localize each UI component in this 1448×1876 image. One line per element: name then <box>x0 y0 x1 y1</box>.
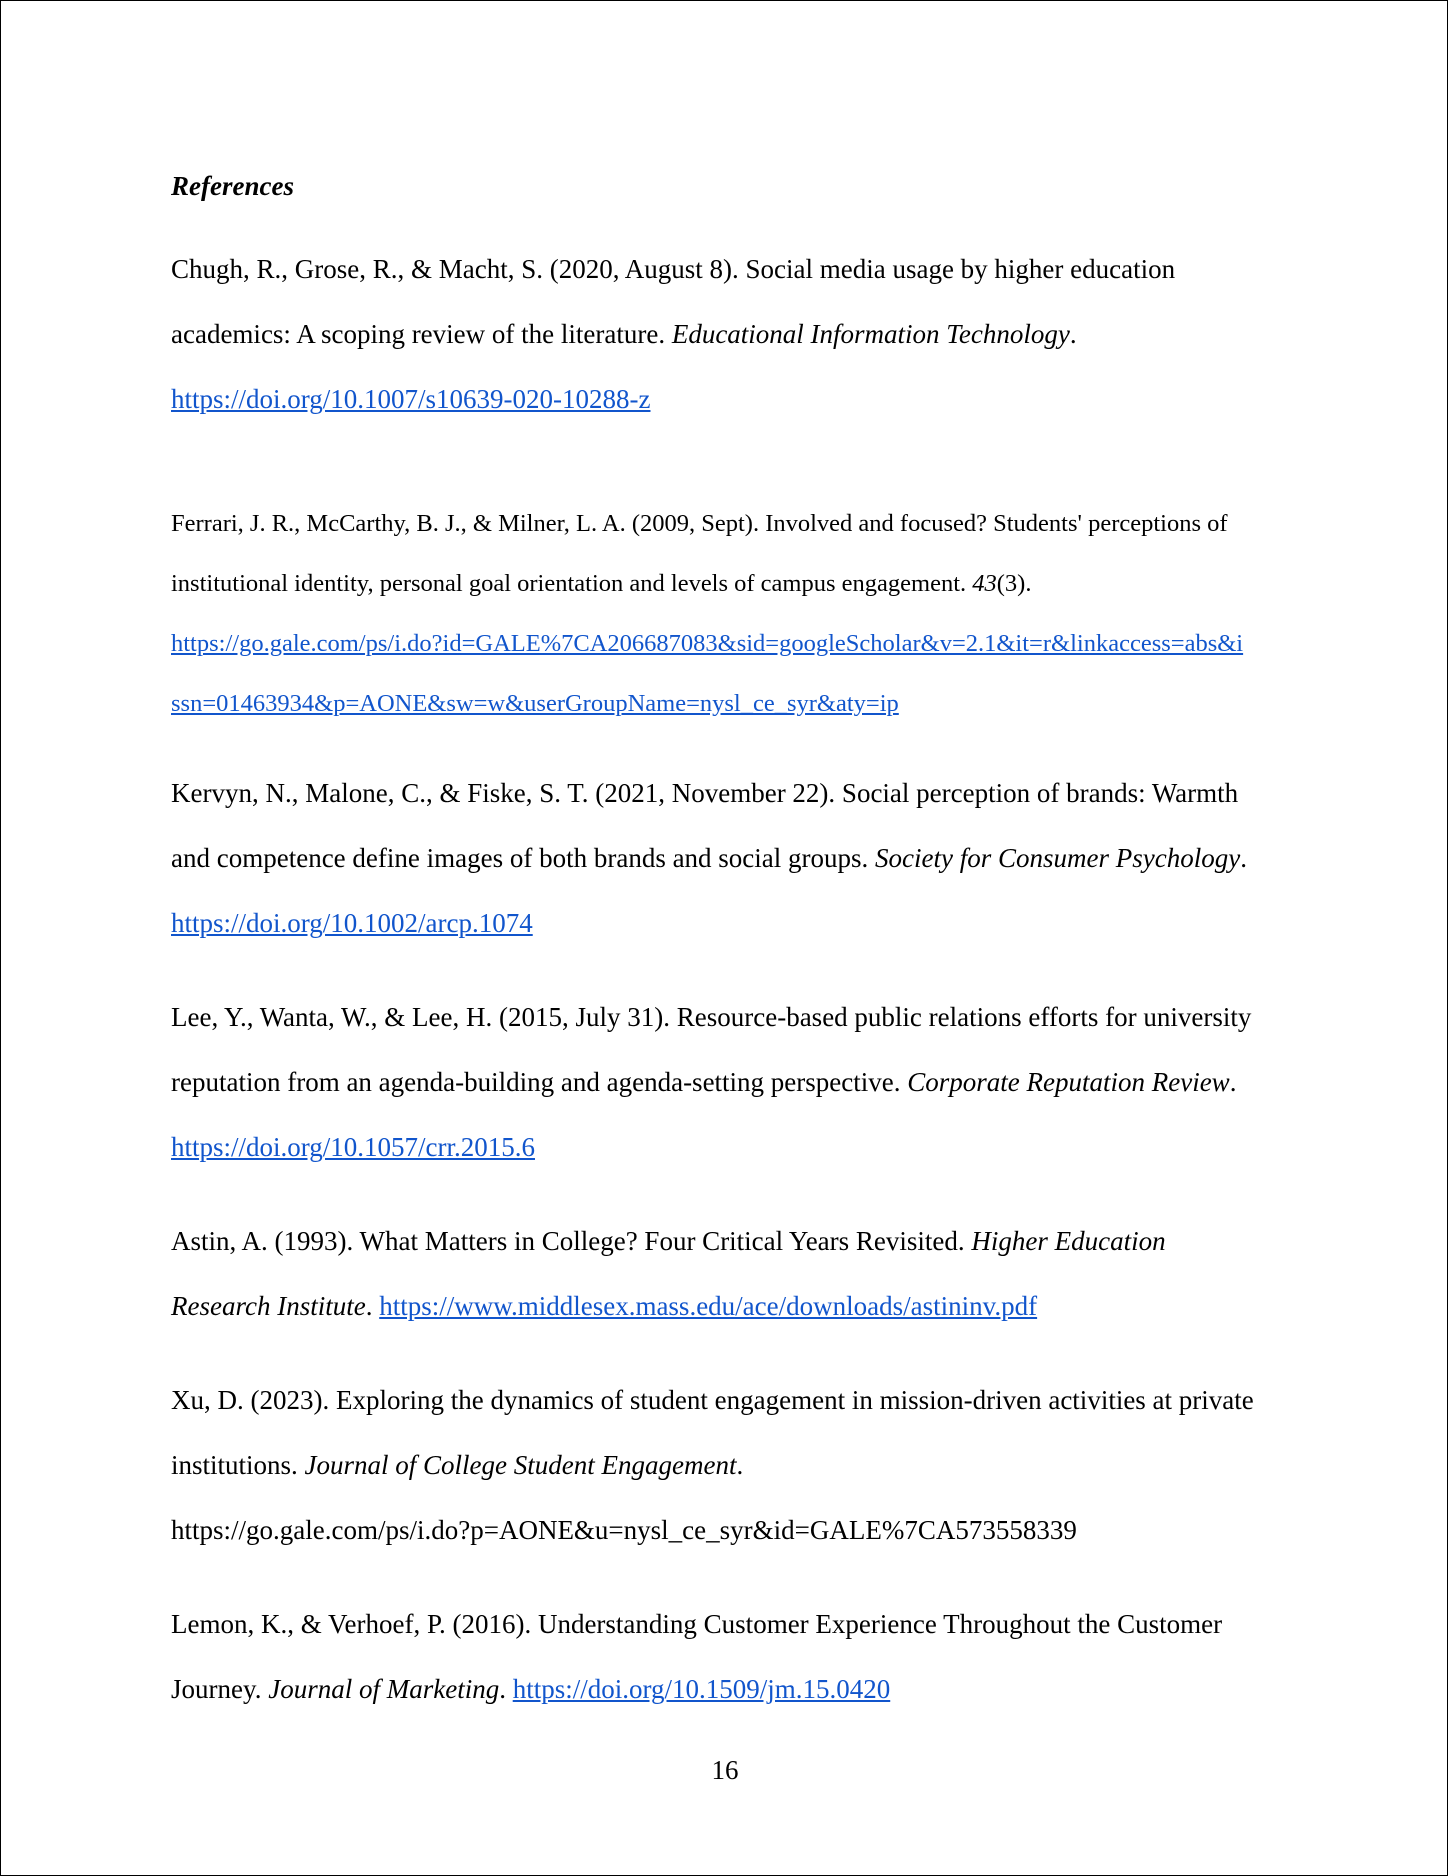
ref-lee-doi-link[interactable]: https://doi.org/10.1057/crr.2015.6 <box>171 1132 535 1162</box>
ref-chugh-authors-title: Chugh, R., Grose, R., & Macht, S. (2020, August 8). Social media usage by higher education <box>171 254 1176 284</box>
ref-xu-line-3 <box>171 1513 1077 1547</box>
ref-lemon-authors-title: Lemon, K., & Verhoef, P. (2016). Understanding Customer Experience Throughout the Customer <box>171 1609 1223 1639</box>
ref-astin-line-1 <box>171 1224 1166 1258</box>
ref-chugh-doi-link[interactable]: https://doi.org/10.1007/s10639-020-10288-z <box>171 384 651 414</box>
ref-lee-title-cont: reputation from an agenda-building and agenda-setting perspective. <box>171 1067 908 1097</box>
ref-ferrari-line-2 <box>171 567 1031 601</box>
ref-lemon-line-2 <box>171 1672 890 1706</box>
ref-xu-line-2 <box>171 1448 743 1482</box>
page-number: 16 <box>711 1755 739 1785</box>
ref-astin-line-2 <box>171 1289 1037 1323</box>
ref-xu-journal: Journal of College Student Engagement <box>304 1450 737 1480</box>
ref-chugh-journal: Educational Information Technology <box>671 319 1070 349</box>
ref-ferrari-volume: 43 <box>972 570 997 597</box>
ref-lee-line-1 <box>171 1000 1251 1034</box>
ref-kervyn-line-2 <box>171 841 1247 875</box>
ref-chugh-line-3 <box>171 382 651 416</box>
ref-ferrari-line-3 <box>171 627 1243 661</box>
ref-xu-period: . <box>736 1450 744 1480</box>
ref-ferrari-line-4 <box>171 687 899 721</box>
ref-ferrari-gale-link-part-2[interactable]: ssn=01463934&p=AONE&sw=w&userGroupName=nysl_ce_syr&aty=ip <box>171 690 899 717</box>
ref-kervyn-period: . <box>1240 843 1247 873</box>
ref-kervyn-line-1 <box>171 776 1238 810</box>
ref-astin-journal-part-1: Higher Education <box>971 1226 1166 1256</box>
ref-ferrari-title-cont: institutional identity, personal goal orientation and levels of campus engagement. <box>171 570 973 597</box>
ref-lemon-line-1 <box>171 1607 1222 1641</box>
ref-kervyn-authors-title: Kervyn, N., Malone, C., & Fiske, S. T. (2021, November 22). Social perception of brands: Warmth <box>171 778 1239 808</box>
ref-lemon-title-cont: Journey. <box>171 1674 269 1704</box>
ref-lee-period: . <box>1229 1067 1237 1097</box>
ref-kervyn-journal: Society for Consumer Psychology <box>875 843 1241 873</box>
ref-lemon-period: . <box>499 1674 513 1704</box>
ref-xu-line-1 <box>171 1383 1254 1417</box>
ref-chugh-line-2 <box>171 317 1077 351</box>
references-heading: References <box>171 171 294 201</box>
ref-astin-journal-part-2: Research Institute <box>171 1291 366 1321</box>
ref-astin-pdf-link[interactable]: https://www.middlesex.mass.edu/ace/downloads/astininv.pdf <box>379 1291 1038 1321</box>
ref-xu-url-text: https://go.gale.com/ps/i.do?p=AONE&u=nysl_ce_syr&id=GALE%7CA573558339 <box>171 1515 1077 1545</box>
ref-chugh-title-cont: academics: A scoping review of the literature. <box>171 319 672 349</box>
ref-kervyn-title-cont: and competence define images of both brands and social groups. <box>171 843 876 873</box>
ref-kervyn-line-3 <box>171 906 533 940</box>
ref-lee-line-3 <box>171 1130 535 1164</box>
ref-ferrari-issue: (3). <box>996 570 1032 597</box>
ref-lemon-doi-link[interactable]: https://doi.org/10.1509/jm.15.0420 <box>512 1674 891 1704</box>
ref-lee-line-2 <box>171 1065 1236 1099</box>
ref-astin-period: . <box>365 1291 380 1321</box>
ref-astin-authors-title: Astin, A. (1993). What Matters in College? Four Critical Years Revisited. <box>171 1226 972 1256</box>
ref-ferrari-authors-title: Ferrari, J. R., McCarthy, B. J., & Milner, L. A. (2009, Sept). Involved and focused? Students' perceptions of <box>171 510 1228 537</box>
ref-lemon-journal: Journal of Marketing <box>268 1674 500 1704</box>
ref-kervyn-doi-link[interactable]: https://doi.org/10.1002/arcp.1074 <box>171 908 533 938</box>
ref-xu-authors-title: Xu, D. (2023). Exploring the dynamics of student engagement in mission-driven activities at private <box>171 1385 1254 1415</box>
ref-ferrari-gale-link-part-1[interactable]: https://go.gale.com/ps/i.do?id=GALE%7CA206687083&sid=googleScholar&v=2.1&it=r&linkaccess=abs&i <box>171 630 1244 657</box>
ref-ferrari-line-1 <box>171 507 1228 541</box>
ref-lee-authors-title: Lee, Y., Wanta, W., & Lee, H. (2015, July 31). Resource-based public relations efforts for university <box>171 1002 1252 1032</box>
ref-chugh-period: . <box>1069 319 1077 349</box>
ref-xu-title-cont: institutions. <box>171 1450 305 1480</box>
ref-lee-journal: Corporate Reputation Review <box>907 1067 1230 1097</box>
ref-chugh-line-1 <box>171 252 1175 286</box>
